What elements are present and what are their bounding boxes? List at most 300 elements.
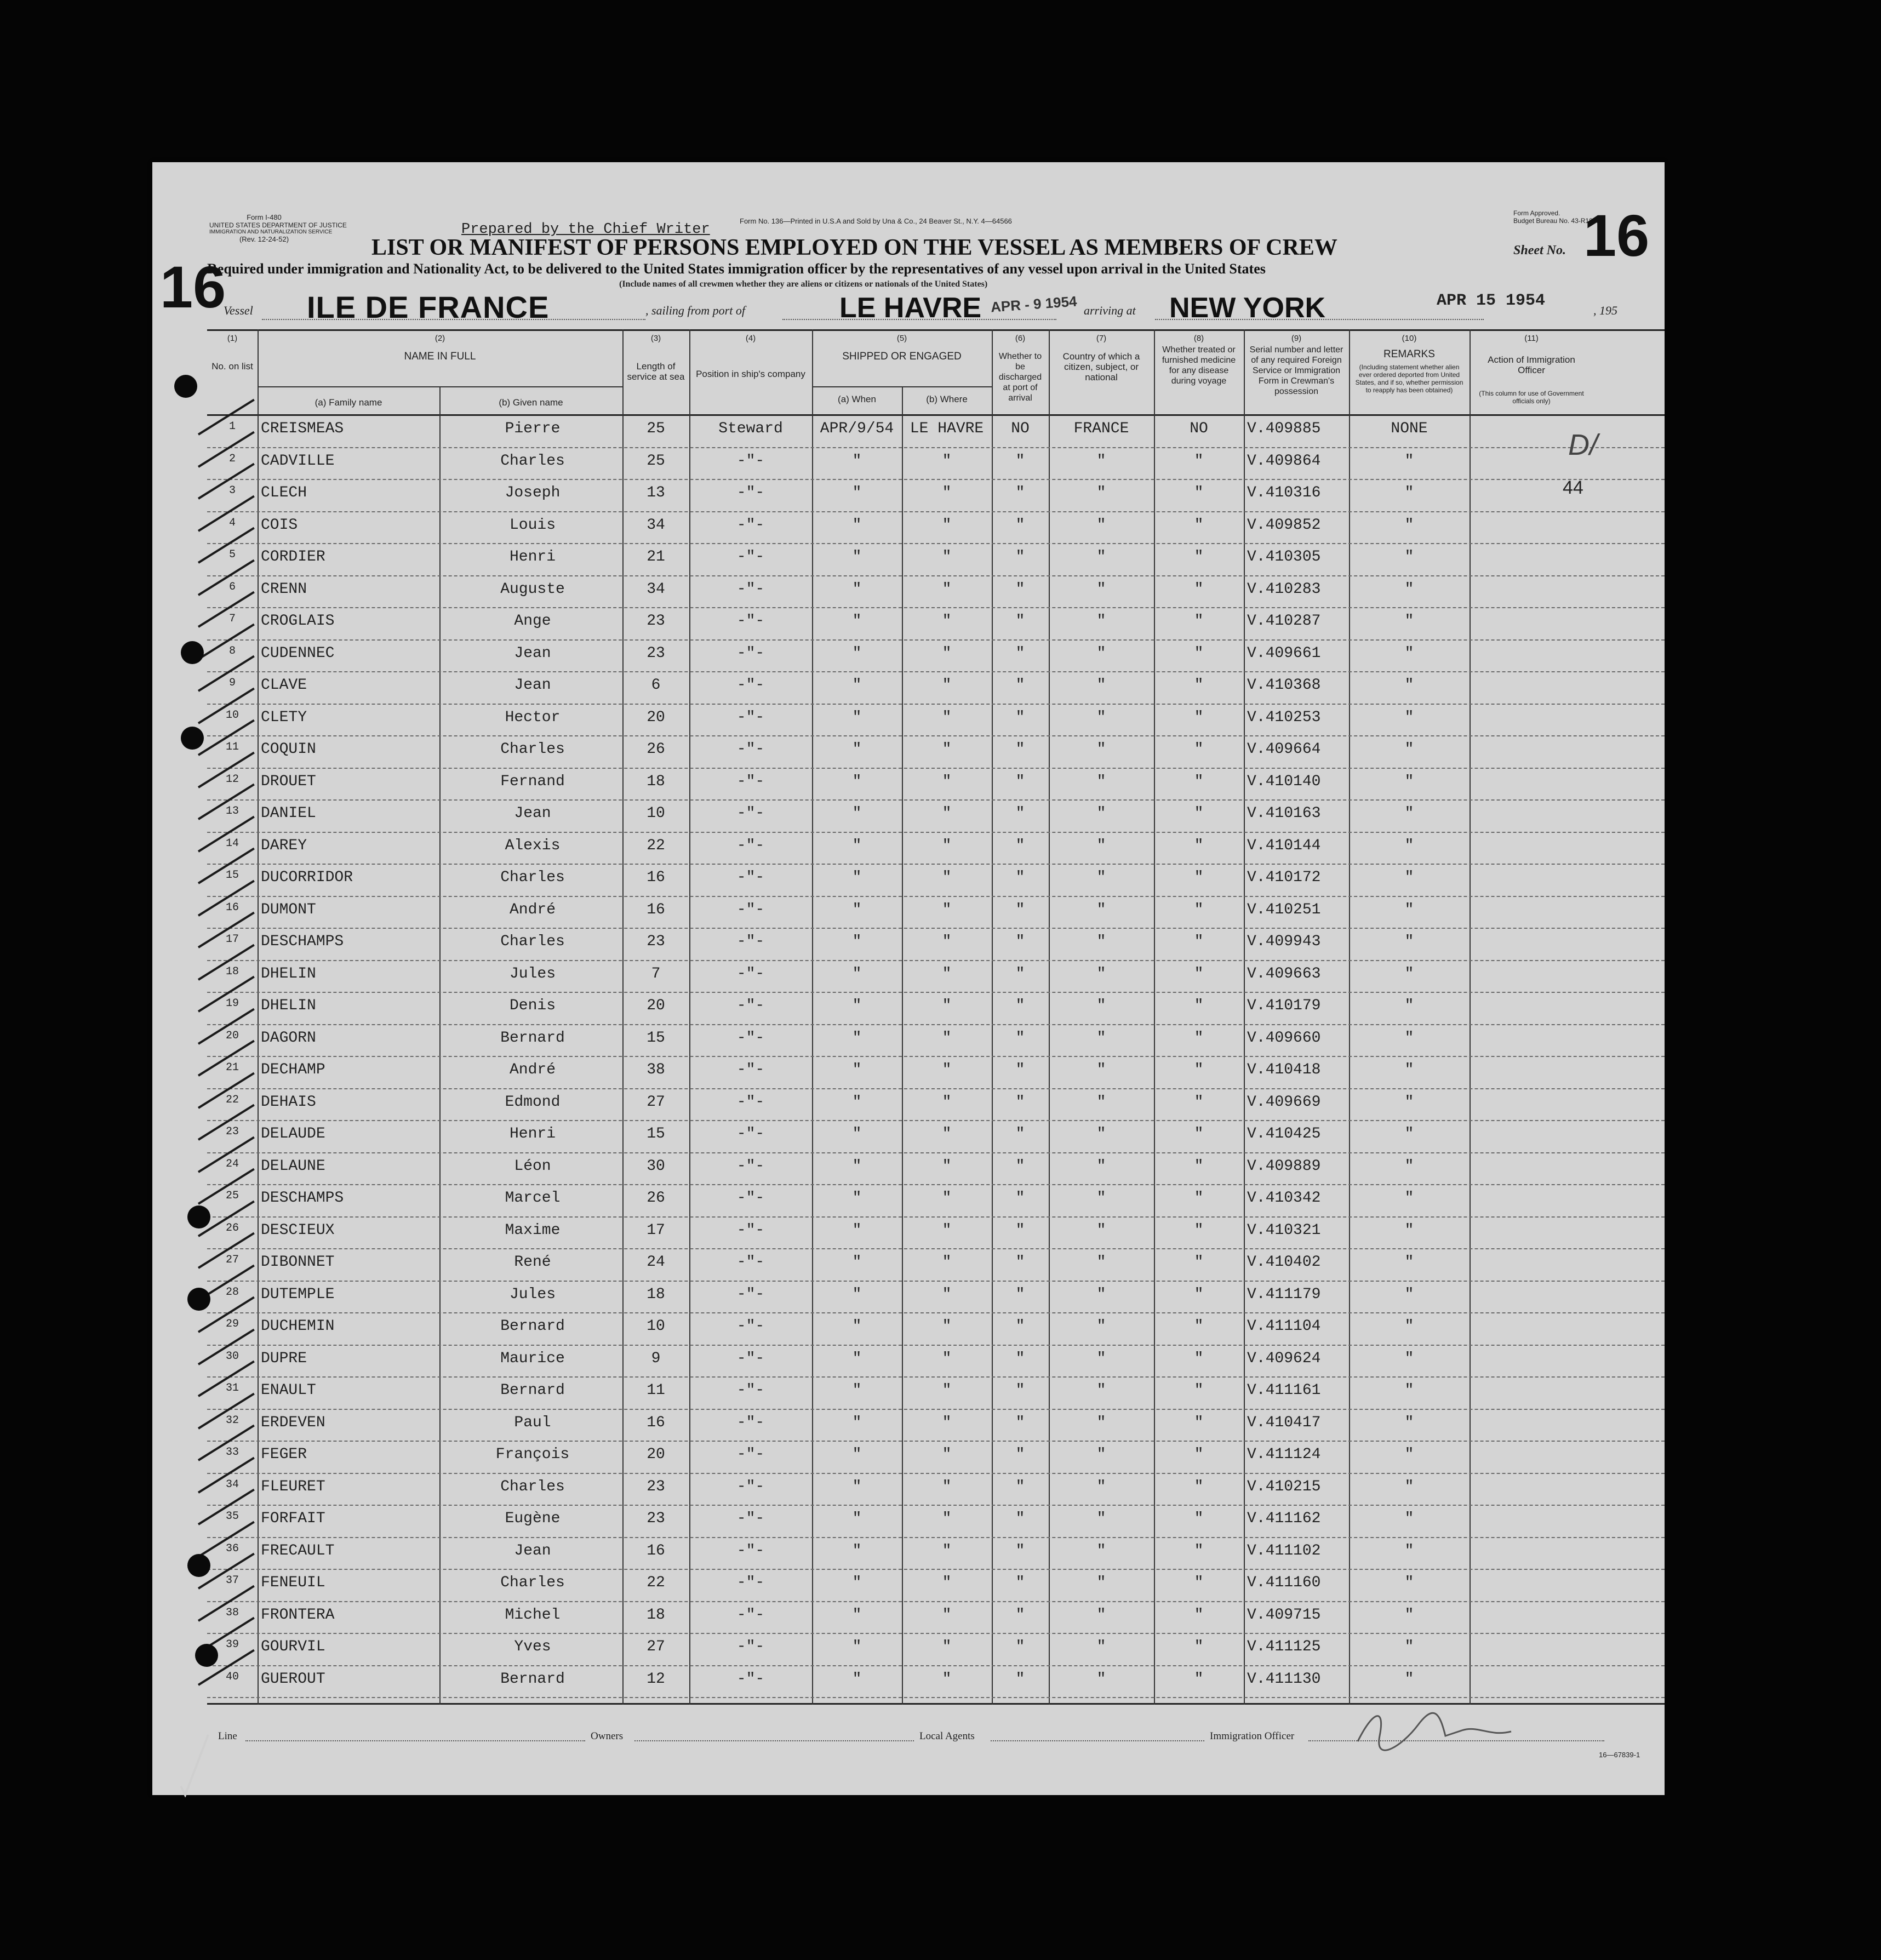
col-officer-note: (This column for use of Government officials only) [1479,390,1584,405]
row-divider [207,1601,1665,1602]
given-name: Henri [509,548,556,565]
col-serial-number: Serial number and letter of any required Foreign Service or Immigration Form in Crewman's possession [1249,345,1343,396]
manifest-title: LIST OR MANIFEST OF PERSONS EMPLOYED ON THE VESSEL AS MEMBERS OF CREW [371,235,1337,260]
serial-number: V.410417 [1247,1414,1321,1431]
discharge-status: " [1015,1446,1025,1463]
footer-owners-label: Owners [591,1730,624,1742]
given-name: Denis [509,997,556,1014]
service-length: 34 [647,580,665,598]
position: -"- [736,1478,765,1495]
shipped-when: " [852,677,862,694]
treated-status: " [1194,965,1204,982]
treated-status: NO [1190,420,1208,437]
serial-number: V.410179 [1247,997,1321,1014]
serial-number: V.411160 [1247,1574,1321,1591]
table-row [207,1475,1665,1507]
discharge-status: " [1015,965,1025,982]
table-row [207,1507,1665,1539]
row-divider [207,1505,1665,1506]
treated-status: " [1194,1285,1204,1303]
family-name: DANIEL [261,805,316,822]
remarks: " [1404,901,1414,918]
country: " [1096,997,1106,1014]
country: " [1096,837,1106,854]
serial-number: V.410215 [1247,1478,1321,1495]
row-number: 20 [225,1029,239,1042]
shipped-where: " [942,1254,952,1271]
treated-status: " [1194,1638,1204,1655]
punch-hole [187,1288,210,1311]
col4-number: (4) [745,334,756,343]
given-name: Charles [500,1574,565,1591]
country: " [1096,901,1106,918]
treated-status: " [1194,1414,1204,1431]
treated-status: " [1194,773,1204,790]
service-length: 26 [647,1190,665,1207]
family-name: COIS [261,516,298,534]
position: -"- [736,1638,765,1655]
shipped-subheader-rule [812,386,992,387]
position: -"- [736,1061,765,1078]
remarks: " [1404,1318,1414,1335]
remarks: " [1404,1574,1414,1591]
shipped-when: " [852,613,862,630]
discharge-status: " [1015,1061,1025,1078]
service-length: 23 [647,1478,665,1495]
family-name: CREISMEAS [261,420,344,437]
shipped-where: " [942,677,952,694]
treated-status: " [1194,1382,1204,1399]
discharge-status: " [1015,1190,1025,1207]
discharge-status: " [1015,741,1025,758]
given-name: Charles [500,869,565,886]
given-name: Louis [509,516,556,534]
position: -"- [736,1125,765,1142]
country: " [1096,1254,1106,1271]
shipped-where: " [942,1382,952,1399]
serial-number: V.411104 [1247,1318,1321,1335]
col-name-in-full: NAME IN FULL [404,351,476,362]
row-divider [207,1376,1665,1378]
manifest-note: (Include names of all crewmen whether they are aliens or citizens or nationals of the United States) [619,279,988,289]
position: -"- [736,965,765,982]
manifest-subtitle: Required under immigration and Nationality Act, to be delivered to the United States immigration officer by the representatives of any vessel upon arrival in the United States [207,261,1266,277]
given-name: Charles [500,933,565,950]
shipped-where: " [942,1478,952,1495]
service-length: 13 [647,484,665,501]
family-name: ENAULT [261,1382,316,1399]
serial-number: V.410140 [1247,773,1321,790]
shipped-where: " [942,1318,952,1335]
shipped-where: " [942,1574,952,1591]
given-name: René [514,1254,551,1271]
country: FRANCE [1073,420,1129,437]
given-name: Charles [500,1478,565,1495]
position: -"- [736,1029,765,1047]
position: -"- [736,1542,765,1559]
family-name: CADVILLE [261,452,335,470]
country: " [1096,613,1106,630]
position: -"- [736,997,765,1014]
family-name: GOURVIL [261,1638,325,1655]
shipped-where: " [942,1350,952,1367]
given-name: Joseph [505,484,561,501]
shipped-where: " [942,1125,952,1142]
country: " [1096,1093,1106,1111]
given-name: Maxime [505,1221,561,1239]
remarks: " [1404,741,1414,758]
treated-status: " [1194,708,1204,726]
given-name: Jean [514,1542,551,1559]
shipped-where: " [942,708,952,726]
discharge-status: " [1015,580,1025,598]
row-number: 38 [225,1606,239,1619]
shipped-where: " [942,644,952,662]
treated-status: " [1194,1318,1204,1335]
col-country: Country of which a citizen, subject, or national [1062,351,1140,382]
table-row [207,545,1665,578]
shipped-when: " [852,933,862,950]
row-divider [207,735,1665,736]
shipped-where: " [942,1029,952,1047]
given-name: Léon [514,1157,551,1175]
row-number: 24 [225,1157,239,1170]
row-divider [207,992,1665,993]
table-row [207,1539,1665,1572]
position: -"- [736,1446,765,1463]
row-divider [207,671,1665,672]
given-name: François [495,1446,570,1463]
service-length: 27 [647,1093,665,1111]
given-name: Ange [514,613,551,630]
shipped-when: " [852,1670,862,1688]
header-bottom-rule [207,414,1665,416]
row-divider [207,607,1665,608]
treated-status: " [1194,1606,1204,1624]
discharge-status: NO [1011,420,1030,437]
table-row [207,834,1665,866]
shipped-when: " [852,516,862,534]
discharge-status: " [1015,1414,1025,1431]
crew-table [207,329,1665,1705]
row-number: 35 [225,1510,239,1523]
shipped-where: " [942,965,952,982]
position: -"- [736,1382,765,1399]
footer-agents-label: Local Agents [919,1730,975,1742]
row-divider [207,704,1665,705]
sailing-date-stamp: APR - 9 1954 [990,293,1078,316]
given-name: Jean [514,677,551,694]
discharge-status: " [1015,1542,1025,1559]
discharge-status: " [1015,677,1025,694]
table-row [207,609,1665,642]
sheet-number: 16 [1583,202,1650,268]
row-divider [207,1441,1665,1442]
country: " [1096,677,1106,694]
treated-status: " [1194,613,1204,630]
family-name: DEHAIS [261,1093,316,1111]
table-row [207,1347,1665,1379]
discharge-status: " [1015,1093,1025,1111]
table-top-rule [207,329,1665,331]
row-divider [207,479,1665,480]
serial-number: V.410144 [1247,837,1321,854]
shipped-where: " [942,997,952,1014]
remarks: " [1404,613,1414,630]
country: " [1096,1382,1106,1399]
country: " [1096,869,1106,886]
shipped-when: " [852,1190,862,1207]
service-length: 23 [647,613,665,630]
family-name: CRENN [261,580,307,598]
treated-status: " [1194,452,1204,470]
remarks: " [1404,1254,1414,1271]
position: -"- [736,1190,765,1207]
given-name: André [509,1061,556,1078]
serial-number: V.411125 [1247,1638,1321,1655]
position: -"- [736,1510,765,1527]
col-treated: Whether treated or furnished medicine for any disease during voyage [1162,345,1236,386]
treated-status: " [1194,1157,1204,1175]
shipped-where: " [942,773,952,790]
shipped-where: " [942,452,952,470]
form-ref-number: 16—67839-1 [1599,1751,1640,1759]
col-officer-action: Action of Immigration Officer [1488,355,1575,375]
family-name: DESCIEUX [261,1221,335,1239]
shipped-when: " [852,1446,862,1463]
row-number: 31 [225,1382,239,1395]
service-length: 6 [651,677,661,694]
shipped-where: " [942,1446,952,1463]
discharge-status: " [1015,1029,1025,1047]
printer-note: Form No. 136—Printed in U.S.A and Sold by Una & Co., 24 Beaver St., N.Y. 4—64566 [740,217,1012,225]
col1-number: (1) [227,334,238,343]
family-name: DUMONT [261,901,316,918]
given-name: Auguste [500,580,565,598]
row-divider [207,511,1665,512]
row-number: 5 [228,548,236,561]
given-name: Bernard [500,1670,565,1688]
shipped-when: " [852,580,862,598]
table-row [207,1443,1665,1475]
remarks: NONE [1391,420,1428,437]
row-number: 25 [225,1190,239,1202]
punch-hole [181,641,204,664]
family-name: DUCORRIDOR [261,869,353,886]
serial-number: V.410287 [1247,613,1321,630]
position: -"- [736,1285,765,1303]
country: " [1096,1221,1106,1239]
table-row [207,1411,1665,1443]
row-number: 9 [228,677,236,689]
col-remarks-note: (Including statement whether alien ever ordered deported from United States, and if so, whether permission to reapply has been obtained) [1355,363,1463,394]
position: -"- [736,805,765,822]
family-name: CUDENNEC [261,644,335,662]
serial-number: V.409624 [1247,1350,1321,1367]
shipped-where: " [942,1542,952,1559]
row-number: 16 [225,901,239,914]
col9-number: (9) [1291,334,1302,343]
table-row [207,1122,1665,1155]
position: -"- [736,548,765,565]
remarks: " [1404,869,1414,886]
form-rev: (Rev. 12-24-52) [239,235,289,243]
row-divider [207,1409,1665,1410]
service-length: 23 [647,933,665,950]
col5-number: (5) [896,334,907,343]
country: " [1096,1510,1106,1527]
service-length: 27 [647,1638,665,1655]
discharge-status: " [1015,644,1025,662]
country: " [1096,1670,1106,1688]
treated-status: " [1194,1093,1204,1111]
family-name: FORFAIT [261,1510,325,1527]
country: " [1096,741,1106,758]
row-number: 7 [228,613,236,625]
row-divider [207,1088,1665,1089]
family-name: DECHAMP [261,1061,325,1078]
shipped-when: " [852,1254,862,1271]
remarks: " [1404,548,1414,565]
sheet-label: Sheet No. [1513,243,1566,258]
row-number: 8 [228,644,236,658]
service-length: 10 [647,1318,665,1335]
shipped-when: " [852,452,862,470]
shipped-where: " [942,1414,952,1431]
country: " [1096,933,1106,950]
shipped-when: " [852,965,862,982]
remarks: " [1404,1638,1414,1655]
country: " [1096,773,1106,790]
service-length: 16 [647,901,665,918]
col-remarks: REMARKS [1383,348,1435,360]
service-length: 16 [647,1414,665,1431]
remarks: " [1404,1093,1414,1111]
family-name: DROUET [261,773,316,790]
treated-status: " [1194,837,1204,854]
col3-number: (3) [650,334,661,343]
shipped-where: " [942,516,952,534]
treated-status: " [1194,901,1204,918]
treated-status: " [1194,484,1204,501]
shipped-where: " [942,1606,952,1624]
remarks: " [1404,580,1414,598]
treated-status: " [1194,516,1204,534]
shipped-when: " [852,1221,862,1239]
row-number: 19 [225,997,239,1010]
row-divider [207,1024,1665,1025]
service-length: 23 [647,1510,665,1527]
row-divider [207,1537,1665,1538]
footer-agents-field [991,1740,1204,1741]
treated-status: " [1194,1574,1204,1591]
treated-status: " [1194,1478,1204,1495]
service-length: 20 [647,1446,665,1463]
table-row [207,1315,1665,1347]
form-approved: Form Approved. [1513,209,1560,217]
name-subheader-rule [258,386,622,387]
family-name: DUTEMPLE [261,1285,335,1303]
position: -"- [736,837,765,854]
year-label: , 195 [1593,304,1617,317]
row-number: 28 [225,1285,239,1299]
shipped-when: " [852,773,862,790]
discharge-status: " [1015,997,1025,1014]
country: " [1096,1190,1106,1207]
col6-number: (6) [1015,334,1026,343]
col-family-name: (a) Family name [315,397,382,408]
shipped-when: " [852,805,862,822]
shipped-when: " [852,1606,862,1624]
service-length: 15 [647,1125,665,1142]
remarks: " [1404,1125,1414,1142]
row-divider [207,864,1665,865]
country: " [1096,965,1106,982]
given-name: Charles [500,741,565,758]
position: -"- [736,484,765,501]
table-row [207,1571,1665,1603]
row-number: 3 [228,484,236,497]
treated-status: " [1194,1350,1204,1367]
family-name: FLEURET [261,1478,325,1495]
family-name: COQUIN [261,741,316,758]
shipped-when: " [852,1125,862,1142]
remarks: " [1404,484,1414,501]
shipped-when: " [852,1350,862,1367]
position: -"- [736,869,765,886]
remarks: " [1404,516,1414,534]
footer-line-label: Line [218,1730,237,1742]
table-row [207,1603,1665,1636]
service-length: 16 [647,1542,665,1559]
country: " [1096,1157,1106,1175]
remarks: " [1404,677,1414,694]
given-name: Jules [509,965,556,982]
country: " [1096,1414,1106,1431]
remarks: " [1404,1542,1414,1559]
family-name: FEGER [261,1446,307,1463]
country: " [1096,1061,1106,1078]
row-number: 30 [225,1350,239,1363]
shipped-when: " [852,869,862,886]
row-divider [207,1665,1665,1666]
service-length: 34 [647,516,665,534]
row-divider [207,1633,1665,1634]
service-length: 18 [647,773,665,790]
shipped-when: " [852,997,862,1014]
shipped-where: " [942,1190,952,1207]
remarks: " [1404,1446,1414,1463]
position: -"- [736,1606,765,1624]
discharge-status: " [1015,1125,1025,1142]
punch-hole [195,1644,218,1667]
position: -"- [736,1318,765,1335]
row-number: 10 [225,708,239,722]
given-name: Bernard [500,1318,565,1335]
serial-number: V.410283 [1247,580,1321,598]
serial-number: V.409669 [1247,1093,1321,1111]
row-number: 23 [225,1125,239,1138]
position: -"- [736,1093,765,1111]
serial-number: V.410418 [1247,1061,1321,1078]
row-number: 33 [225,1446,239,1459]
row-number: 32 [225,1414,239,1427]
treated-status: " [1194,869,1204,886]
row-divider [207,1345,1665,1346]
treated-status: " [1194,933,1204,950]
position: -"- [736,580,765,598]
remarks: " [1404,644,1414,662]
